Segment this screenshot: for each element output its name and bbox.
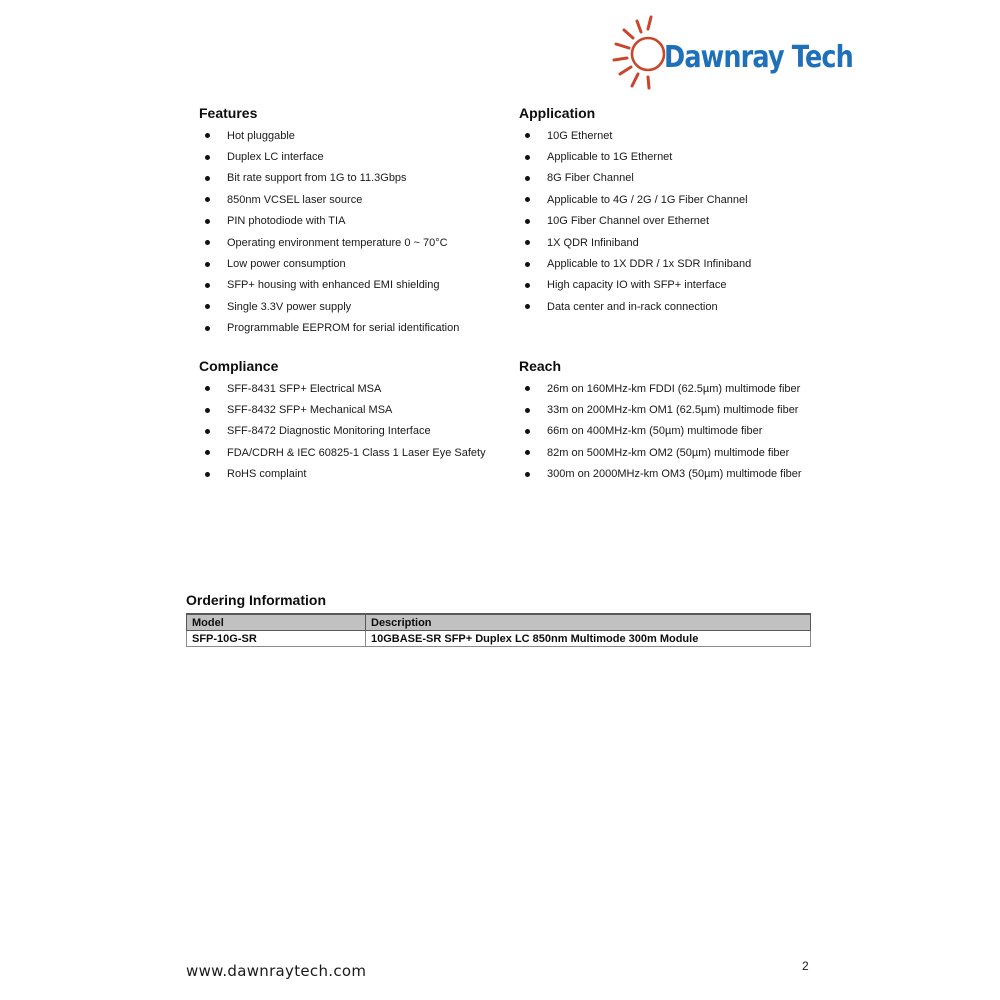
bullet-icon <box>525 429 530 434</box>
list-item: FDA/CDRH & IEC 60825-1 Class 1 Laser Eye Safety <box>199 442 519 463</box>
bullet-icon <box>205 386 210 391</box>
list-item: PIN photodiode with TIA <box>199 211 519 232</box>
list-item: Low power consumption <box>199 253 519 274</box>
section-ordering-information <box>186 592 810 647</box>
bullet-icon <box>205 450 210 455</box>
section-compliance <box>199 358 519 485</box>
bullet-icon <box>525 472 530 477</box>
section-title-features: Features <box>199 105 258 121</box>
list-item: Single 3.3V power supply <box>199 296 519 317</box>
brand-logo <box>612 6 862 94</box>
model-cell: SFP-10G-SR <box>187 631 366 647</box>
bullet-icon <box>205 155 210 160</box>
bullet-icon <box>525 450 530 455</box>
section-title-compliance: Compliance <box>199 358 279 374</box>
section-features <box>199 105 519 339</box>
bullet-icon <box>525 386 530 391</box>
bullet-icon <box>205 326 210 331</box>
list-item: 66m on 400MHz-km (50µm) multimode fiber <box>519 421 839 442</box>
list-item: 10G Ethernet <box>519 125 839 146</box>
bullet-icon <box>205 176 210 181</box>
bullet-icon <box>525 262 530 267</box>
section-application <box>519 105 839 318</box>
list-item: 300m on 2000MHz-km OM3 (50µm) multimode fiber <box>519 464 839 485</box>
bullet-icon <box>525 240 530 245</box>
list-item: Hot pluggable <box>199 125 519 146</box>
bullet-icon <box>205 283 210 288</box>
section-reach <box>519 358 839 485</box>
list-item: 8G Fiber Channel <box>519 168 839 189</box>
list-item: Applicable to 1X DDR / 1x SDR Infiniband <box>519 253 839 274</box>
list-item: 850nm VCSEL laser source <box>199 189 519 210</box>
bullet-icon <box>205 472 210 477</box>
compliance-list <box>199 378 519 485</box>
bullet-icon <box>525 197 530 202</box>
table-header-row <box>187 614 811 631</box>
bullet-icon <box>525 176 530 181</box>
description-cell: 10GBASE-SR SFP+ Duplex LC 850nm Multimode 300m Module <box>366 631 811 647</box>
reach-list <box>519 378 839 485</box>
table-row <box>187 631 811 647</box>
bullet-icon <box>525 283 530 288</box>
list-item: Applicable to 1G Ethernet <box>519 146 839 167</box>
column-header-model: Model <box>187 614 366 631</box>
bullet-icon <box>205 408 210 413</box>
bullet-icon <box>205 197 210 202</box>
list-item: Bit rate support from 1G to 11.3Gbps <box>199 168 519 189</box>
column-header-description: Description <box>366 614 811 631</box>
bullet-icon <box>205 304 210 309</box>
section-title-ordering-information: Ordering Information <box>186 592 326 608</box>
bullet-icon <box>525 133 530 138</box>
application-list <box>519 125 839 318</box>
list-item: High capacity IO with SFP+ interface <box>519 275 839 296</box>
bullet-icon <box>205 429 210 434</box>
list-item: SFF-8432 SFP+ Mechanical MSA <box>199 399 519 420</box>
bullet-icon <box>205 240 210 245</box>
bullet-icon <box>205 219 210 224</box>
bullet-icon <box>525 304 530 309</box>
ordering-table <box>186 613 811 647</box>
list-item: 33m on 200MHz-km OM1 (62.5µm) multimode fiber <box>519 399 839 420</box>
list-item: 82m on 500MHz-km OM2 (50µm) multimode fiber <box>519 442 839 463</box>
list-item: SFF-8472 Diagnostic Monitoring Interface <box>199 421 519 442</box>
list-item: RoHS complaint <box>199 464 519 485</box>
list-item: 10G Fiber Channel over Ethernet <box>519 211 839 232</box>
bullet-icon <box>205 262 210 267</box>
bullet-icon <box>525 408 530 413</box>
website-link[interactable]: www.dawnraytech.com <box>186 962 367 980</box>
list-item: Programmable EEPROM for serial identification <box>199 318 519 339</box>
list-item: Data center and in-rack connection <box>519 296 839 317</box>
bullet-icon <box>525 219 530 224</box>
list-item: 26m on 160MHz-km FDDI (62.5µm) multimode fiber <box>519 378 839 399</box>
page-number: 2 <box>802 959 809 973</box>
bullet-icon <box>205 133 210 138</box>
list-item: Operating environment temperature 0 ~ 70°C <box>199 232 519 253</box>
list-item: Duplex LC interface <box>199 146 519 167</box>
brand-name: Dawnray Tech <box>664 40 853 75</box>
section-title-reach: Reach <box>519 358 562 374</box>
list-item: SFP+ housing with enhanced EMI shielding <box>199 275 519 296</box>
section-title-application: Application <box>519 105 596 121</box>
list-item: Applicable to 4G / 2G / 1G Fiber Channel <box>519 189 839 210</box>
list-item: SFF-8431 SFP+ Electrical MSA <box>199 378 519 399</box>
bullet-icon <box>525 155 530 160</box>
list-item: 1X QDR Infiniband <box>519 232 839 253</box>
features-list <box>199 125 519 339</box>
